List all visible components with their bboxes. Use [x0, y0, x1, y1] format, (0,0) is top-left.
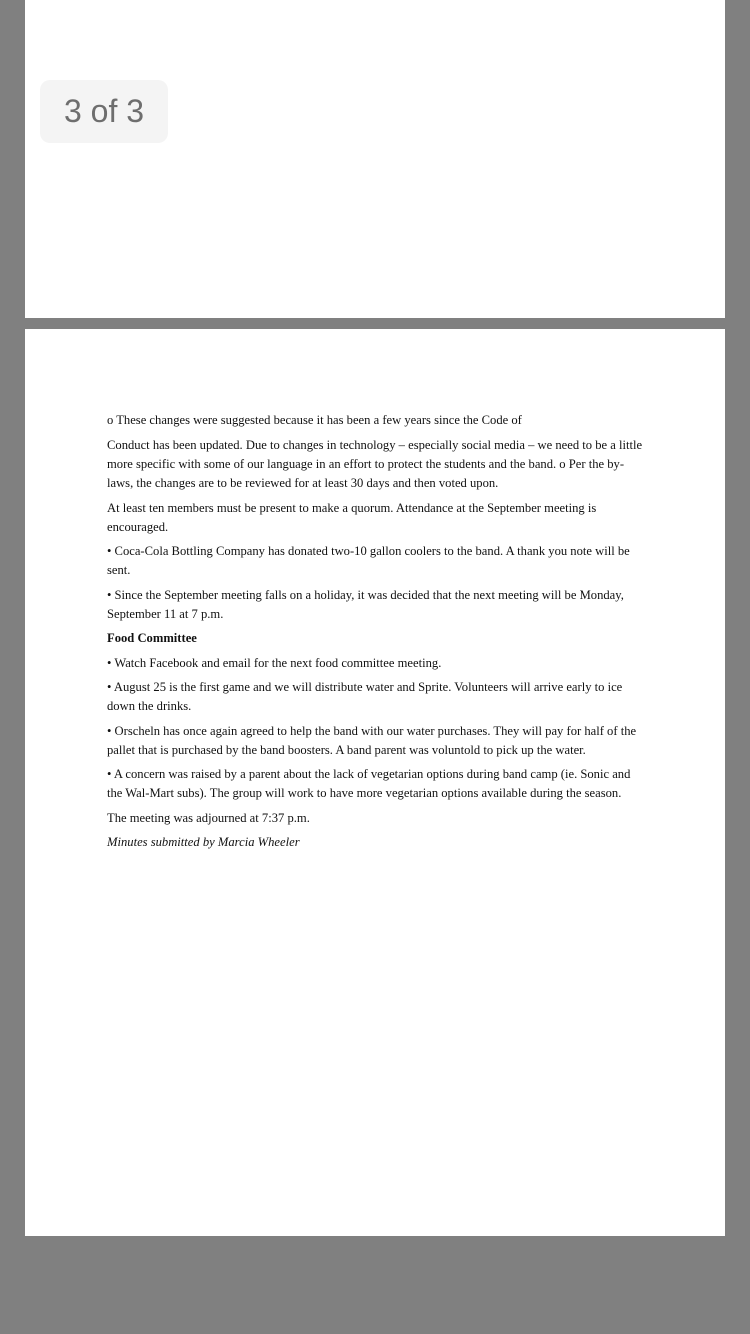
- paragraph-code-of-conduct-intro: o These changes were suggested because it has been a few years since the Code of: [107, 413, 522, 427]
- paragraph-food-committee-meeting: • Watch Facebook and email for the next food committee meeting.: [107, 655, 442, 670]
- minutes-signature: Minutes submitted by Marcia Wheeler: [107, 835, 300, 849]
- paragraph-coolers-donation: • Coca-Cola Bottling Company has donated two-10 gallon coolers to the band. A thank you note will be sent.: [107, 544, 630, 577]
- paragraph-first-game: • August 25 is the first game and we will distribute water and Sprite. Volunteers will arrive early to ice down the drinks.: [107, 680, 623, 713]
- section-heading-food-committee: Food Committee: [107, 631, 197, 645]
- previous-page: [25, 0, 725, 318]
- document-body: [107, 411, 643, 858]
- paragraph-next-meeting: • Since the September meeting falls on a holiday, it was decided that the next meeting will be Monday, September 11 at 7 p.m.: [107, 587, 624, 621]
- page-counter: 3 of 3: [40, 80, 168, 143]
- paragraph-quorum: At least ten members must be present to make a quorum. Attendance at the September meeting is encouraged.: [107, 500, 597, 534]
- paragraph-water-purchases: • Orscheln has once again agreed to help the band with our water purchases. They will pay for half of the pallet that is purchased by the band boosters. A band parent was voluntold to pick up the water.: [107, 723, 637, 757]
- paragraph-adjournment: The meeting was adjourned at 7:37 p.m.: [107, 810, 310, 825]
- paragraph-vegetarian-options: • A concern was raised by a parent about the lack of vegetarian options during band camp (ie. Sonic and the Wal-Mart subs). The group will work to have more vegetarian options available during the season.: [107, 767, 631, 800]
- current-page: [25, 329, 725, 1236]
- paragraph-code-of-conduct-details: Conduct has been updated. Due to changes in technology – especially social media – we need to be a little more specific with some of our language in an effort to protect the students and the band. o Per the by-laws, the changes are to be reviewed for at least 30 days and then voted upon.: [107, 438, 643, 490]
